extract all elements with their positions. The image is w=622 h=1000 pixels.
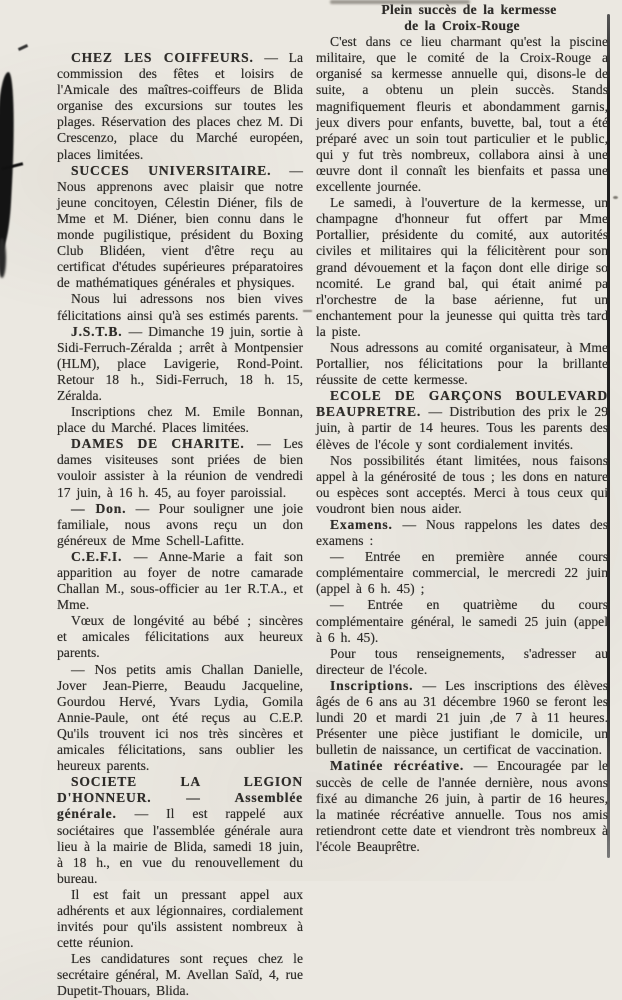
paragraph-text: C'est dans ce lieu charmant qu'est la piscine militaire, que le comité de la Croix-Rouge a organisé sa kermesse annuelle qui, disons-le de suite, a obtenu un plein succès. Stands magnifiquement fleuris et abondamment garnis, jeux divers pour enfants, buvette, bal, tout a été préparé avec un soin tout particulier et le public, qui y fut très nombreux, collabora ainsi à une œuvre dont il connaît les bienfaits et passa une excellente journée.: [316, 34, 608, 195]
article-heading: C.E.F.I.: [71, 548, 123, 564]
paragraph-text: — Distribution des prix le 29 juin, à partir de 14 heures. Tous les parents des élèves de l'école y sont cordialement invités.: [316, 404, 608, 452]
article-cefi: [57, 549, 303, 613]
paragraph-text: Nous adressons au comité organisateur, à Mme Portallier, nos félicitations pour la brillante réussite de cette kermesse.: [316, 339, 608, 388]
article-subheading: — Assemblée générale.: [57, 790, 303, 822]
article-heading: CHEZ LES COIFFEURS.: [71, 50, 254, 65]
paragraph-text: Vœux de longévité au bébé ; sincères et amicales félicitations aux heureux parents.: [57, 613, 303, 661]
scan-artifact-pen-mark: [18, 44, 28, 51]
article-heading: Examens.: [330, 517, 393, 532]
paragraph-text: — Anne-Marie a fait son apparition au foyer de notre camarade Challan M., sous-officier au 1er R.T.A., et Mme.: [57, 548, 303, 613]
paragraph-text: — Encouragée par le succès de celle de l'année dernière, nous avons fixé au dimanche 26 juin, à partir de 16 heures, la matinée récréative annuelle. Tous nos amis retiendront cette date et viendront très nombreux à l'école Beauprêtre.: [316, 758, 609, 854]
paragraph-text: Nous lui adressons nos bien vives félicitations ainsi qu'à ses estimés parents.: [57, 291, 303, 323]
paragraph-text: — Il est rappelé aux sociétaires que l'assemblée générale aura lieu à la mairie de Blida, samedi 18 juin, à 18 h., en vue du renouvellement du bureau.: [57, 806, 303, 886]
article-heading: Matinée récréative.: [330, 758, 465, 774]
right-news-column: [316, 2, 608, 855]
scan-artifact-gutter-dash: [303, 310, 312, 312]
article-heading: — Don.: [71, 500, 127, 516]
article-kermesse-paragraph: [316, 34, 608, 195]
article-paragraph: [316, 453, 608, 517]
paragraph-text: Il est fait un pressant appel aux adhérents et aux légionnaires, cordialement invités pour qu'ils assistent nombreux à cette réunion.: [57, 886, 303, 951]
article-heading: SUCCES UNIVERSITAIRE.: [71, 162, 272, 178]
article-heading: DAMES DE CHARITE.: [71, 436, 245, 452]
paragraph-text: Inscriptions chez M. Emile Bonnan, place du Marché. Places limitées.: [57, 404, 303, 436]
article-heading: J.S.T.B.: [71, 323, 123, 339]
article-headline: [316, 2, 608, 34]
headline-line2: de la Croix-Rouge: [404, 18, 520, 34]
paragraph-text: Nos possibilités étant limitées, nous faisons appel à la générosité de tous ; les dons en nature ou espèces sont acceptés. Merci à tous ceux qui voudront bien nous aider.: [316, 452, 608, 516]
paragraph-text: — La commission des fêtes et loisirs de l'Amicale des maîtres-coiffeurs de Blida organise des excursions sur toutes les plages. Réservation des places chez M. Di Crescenzo, place du Marché européen, places limitées.: [57, 50, 303, 162]
paragraph-text: Le samedi, à l'ouverture de la kermesse, un champagne d'honneur fut offert par Mme Portallier, présidente du comité, aux autorités civiles et militaires qui la félicitèrent pour son grand dévouement et la façon dont elle dirige so ncomité. Le grand bal, qui était animé pa rl'orchestre de la base aérienne, fut un enchantement pour la jeunesse qui quitta très tard la piste.: [316, 195, 608, 339]
article-heading: ECOLE DE GARÇONS BOULEVARD BEAUPRETRE.: [316, 388, 608, 420]
article-paragraph: [316, 549, 608, 597]
article-inscriptions: [316, 678, 608, 758]
article-kermesse-paragraph: [316, 195, 608, 340]
paragraph-text: — Nous rappelons les dates des examens :: [316, 517, 608, 549]
article-don: [57, 501, 303, 549]
article-coiffeurs: [57, 50, 303, 163]
paragraph-text: — Nous apprenons avec plaisir que notre jeune concitoyen, Célestin Diéner, fils de Mme et M. Diéner, bien connu dans le monde pugilistique, président du Boxing Club Blidéen, vient d'être reçu au certificat d'études supérieures préparatoires de mathématiques générales et physiques.: [57, 162, 303, 291]
paragraph-text: Les candidatures sont reçues chez le secrétaire général, M. Avellan Saïd, 4, rue Dupetit-Thouars, Blida.: [57, 951, 303, 999]
article-paragraph: [57, 662, 303, 775]
article-paragraph: [316, 597, 608, 645]
article-paragraph: [57, 613, 303, 661]
paragraph-text: — Les inscriptions des élèves âgés de 6 ans au 31 décembre 1960 se feront les lundi 20 et mardi 21 juin ,de 7 à 11 heures. Présenter une pièce justifiant le domicile, un bulletin de naissance, un certificat de vaccination.: [316, 677, 608, 758]
article-ecole-beaupretre: [316, 388, 608, 452]
article-legion-dhonneur: [57, 774, 303, 887]
scan-artifact-edge-dot: [613, 196, 618, 199]
paragraph-text: — Dimanche 19 juin, sortie à Sidi-Ferruch-Zéralda ; arrêt à Montpensier (HLM), place Lavigerie, Rond-Point. Retour 18 h., Sidi-Ferruch, 18 h. 15, Zéralda.: [57, 323, 303, 403]
article-paragraph: [57, 951, 303, 999]
article-heading: Inscriptions.: [330, 677, 414, 693]
paragraph-text: Pour tous renseignements, s'adresser au directeur de l'école.: [316, 645, 608, 677]
paragraph-text: — Les dames visiteuses sont priées de bien vouloir assister à la réunion de vendredi 17 juin, à 16 h. 45, au foyer paroissial.: [57, 436, 303, 500]
article-paragraph: [57, 291, 303, 323]
article-dames-de-charite: [57, 436, 303, 500]
headline-line1: Plein succès de la kermesse: [381, 2, 557, 17]
article-jstb: [57, 324, 303, 404]
paragraph-text: — Nos petits amis Challan Danielle, Jover Jean-Pierre, Beaudu Jacqueline, Gourdou Hervé, Yvars Lydia, Gomila Annie-Paule, ont été reçus au C.E.P. Qu'ils trouvent ici nos très sincères et amicales félicitations, sans oublier les heureux parents.: [57, 661, 303, 774]
article-kermesse-paragraph: [316, 340, 608, 388]
paragraph-text: — Pour souligner une joie familiale, nous avons reçu un don généreux de Mme Schell-Lafitte.: [57, 500, 303, 548]
article-succes-universitaire: [57, 163, 303, 292]
paragraph-text: — Entrée en première année cours complémentaire commercial, le mercredi 22 juin (appel à 6 h. 45) ;: [316, 549, 608, 597]
article-paragraph: [316, 646, 608, 678]
article-examens: [316, 517, 608, 549]
article-heading: SOCIETE LA LEGION D'HONNEUR.: [57, 774, 303, 806]
article-paragraph: [57, 404, 303, 436]
paragraph-text: — Entrée en quatrième du cours complémentaire général, le samedi 25 juin (appel à 6 h. 45).: [316, 597, 608, 645]
article-paragraph: [57, 887, 303, 951]
article-matinee-recreative: [316, 758, 608, 855]
left-news-column: [57, 50, 303, 1000]
